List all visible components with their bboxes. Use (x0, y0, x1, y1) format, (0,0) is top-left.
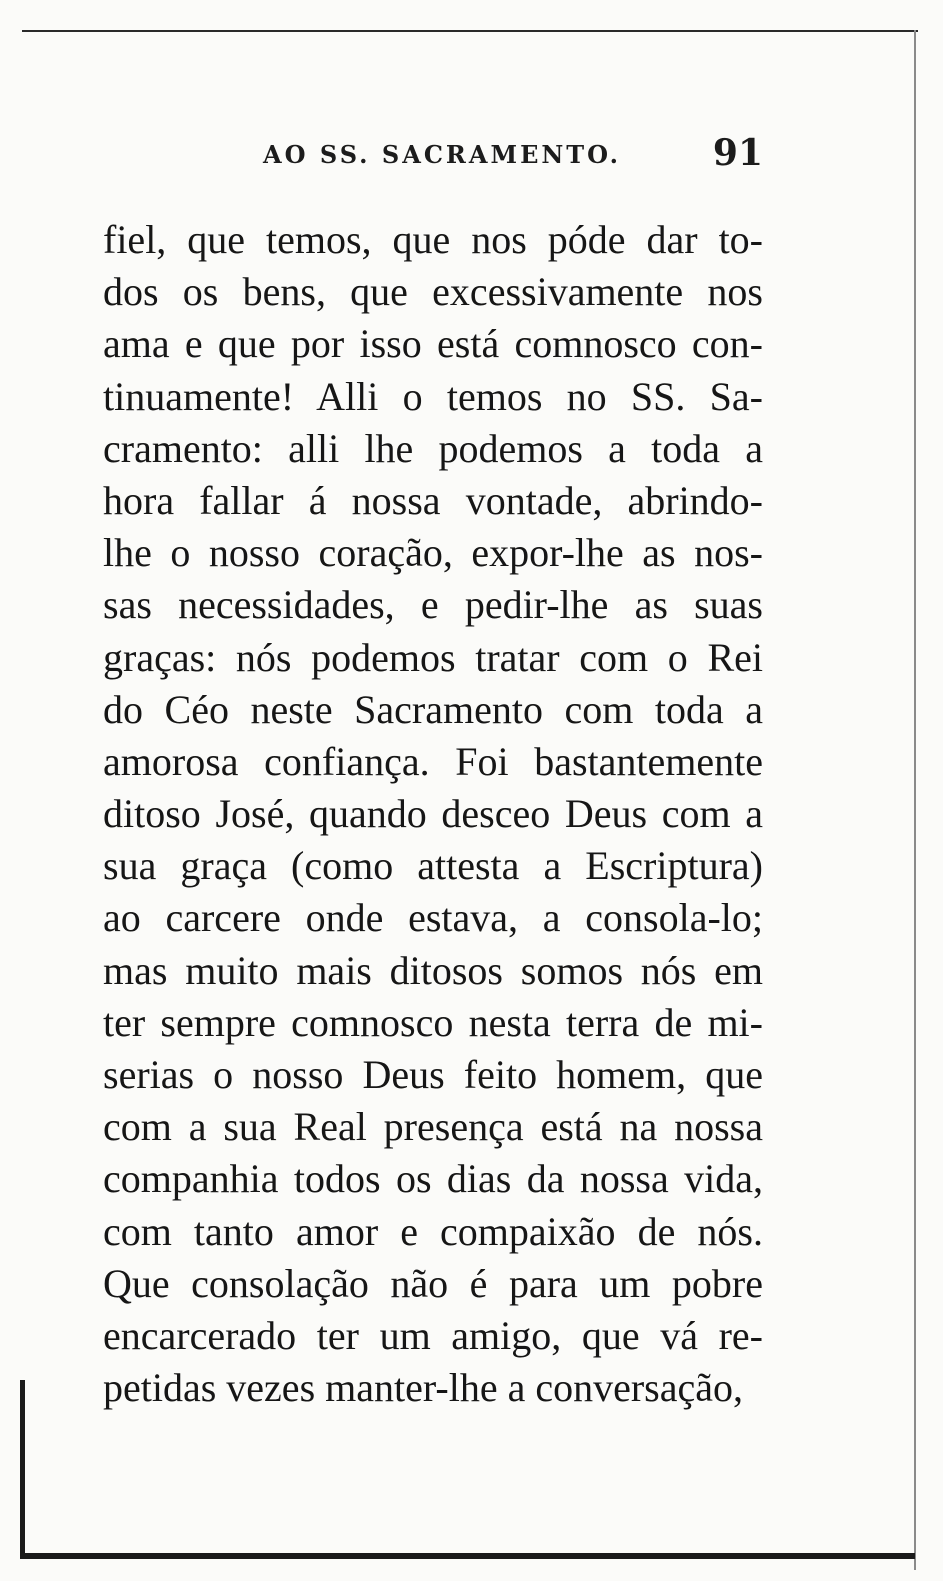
text-line: mas muito mais ditosos somos nós em (103, 947, 763, 993)
body-text (103, 214, 763, 1414)
text-line: hora fallar á nossa vontade, abrindo- (103, 477, 763, 523)
text-line: serias o nosso Deus feito homem, que (103, 1052, 763, 1097)
text-line: cramento: alli lhe podemos a toda a (103, 425, 763, 471)
text-line: graças: nós podemos tratar com o Rei (103, 634, 763, 680)
text-line: tinuamente! Alli o temos no SS. Sa- (103, 373, 763, 419)
text-line: ama e que por isso está comnosco con- (103, 321, 763, 367)
text-line: ter sempre comnosco nesta terra de mi- (103, 999, 763, 1045)
text-line: lhe o nosso coração, expor-lhe as nos- (103, 530, 763, 576)
text-line: sas necessidades, e pedir-lhe as suas (103, 582, 763, 628)
text-line: amorosa confiança. Foi bastantemente (103, 738, 763, 784)
text-line: petidas vezes manter-lhe a conversação, (103, 1365, 743, 1411)
text-line: com tanto amor e compaixão de nós. (103, 1208, 763, 1254)
page-number: 91 (712, 132, 763, 174)
text-line: dos os bens, que excessivamente nos (103, 269, 763, 315)
text-line: ditoso José, quando desceo Deus com a (103, 791, 763, 837)
text-line: fiel, que temos, que nos póde dar to- (103, 217, 763, 262)
page-header (103, 132, 763, 176)
text-line: Que consolação não é para um pobre (103, 1260, 763, 1306)
text-line: ao carcere onde estava, a consola-lo; (103, 895, 763, 941)
text-line: sua graça (como attesta a Escriptura) (103, 843, 763, 889)
page-edge-right (914, 30, 916, 1570)
page-edge-top (22, 30, 918, 32)
page-edge-bottom (20, 1553, 915, 1559)
text-line: do Céo neste Sacramento com toda a (103, 686, 763, 732)
text-line: encarcerado ter um amigo, que vá re- (103, 1312, 763, 1358)
page-edge-left (20, 1380, 25, 1558)
text-line: companhia todos os dias da nossa vida, (103, 1156, 763, 1202)
text-line: com a sua Real presença está na nossa (103, 1104, 763, 1150)
running-title: AO SS. SACRAMENTO. (263, 140, 622, 169)
